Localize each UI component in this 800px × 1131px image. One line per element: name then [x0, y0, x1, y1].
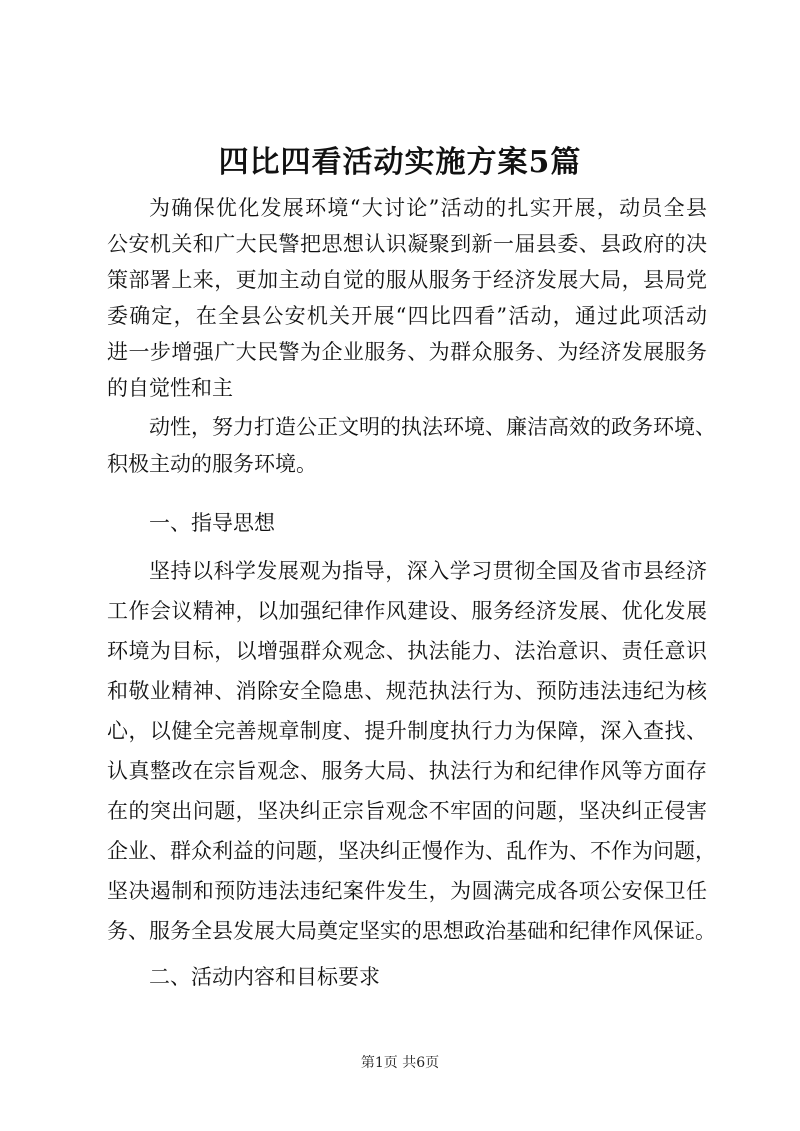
paragraph-line: 认真整改在宗旨观念、服务大局、执法行为和纪律作风等方面存 [107, 759, 707, 783]
paragraph-line: 心，以健全完善规章制度、提升制度执行力为保障，深入查找、 [107, 719, 707, 743]
paragraph-line: 坚决遏制和预防违法违纪案件发生，为圆满完成各项公安保卫任 [107, 879, 707, 903]
paragraph-line: 工作会议精神，以加强纪律作风建设、服务经济发展、优化发展 [107, 599, 707, 623]
paragraph-line: 环境为目标，以增强群众观念、执法能力、法治意识、责任意识 [107, 639, 707, 663]
paragraph-line: 委确定，在全县公安机关开展“四比四看”活动，通过此项活动 [107, 304, 707, 328]
paragraph-line: 积极主动的服务环境。 [107, 452, 317, 476]
paragraph-line: 策部署上来，更加主动自觉的服从服务于经济发展大局，县局党 [107, 268, 707, 292]
paragraph-line: 公安机关和广大民警把思想认识凝聚到新一届县委、县政府的决 [107, 232, 707, 256]
page-footer: 第1页 共6页 [360, 1055, 440, 1071]
paragraph-line: 为确保优化发展环境“大讨论”活动的扎实开展，动员全县 [149, 196, 707, 220]
document-title: 四比四看活动实施方案5篇 [218, 145, 582, 180]
paragraph-line: 的自觉性和主 [107, 376, 233, 400]
section-heading: 二、活动内容和目标要求 [149, 965, 380, 989]
section-heading: 一、指导思想 [149, 511, 275, 535]
paragraph-line: 坚持以科学发展观为指导，深入学习贯彻全国及省市县经济 [149, 559, 707, 583]
paragraph-line: 进一步增强广大民警为企业服务、为群众服务、为经济发展服务 [107, 340, 707, 364]
paragraph-line: 在的突出问题，坚决纠正宗旨观念不牢固的问题，坚决纠正侵害 [107, 799, 707, 823]
paragraph-line: 动性，努力打造公正文明的执法环境、廉洁高效的政务环境、 [149, 415, 716, 439]
paragraph-line: 务、服务全县发展大局奠定坚实的思想政治基础和纪律作风保证。 [107, 919, 716, 943]
paragraph-line: 企业、群众利益的问题，坚决纠正慢作为、乱作为、不作为问题， [107, 839, 716, 863]
paragraph-line: 和敬业精神、消除安全隐患、规范执法行为、预防违法违纪为核 [107, 679, 707, 703]
